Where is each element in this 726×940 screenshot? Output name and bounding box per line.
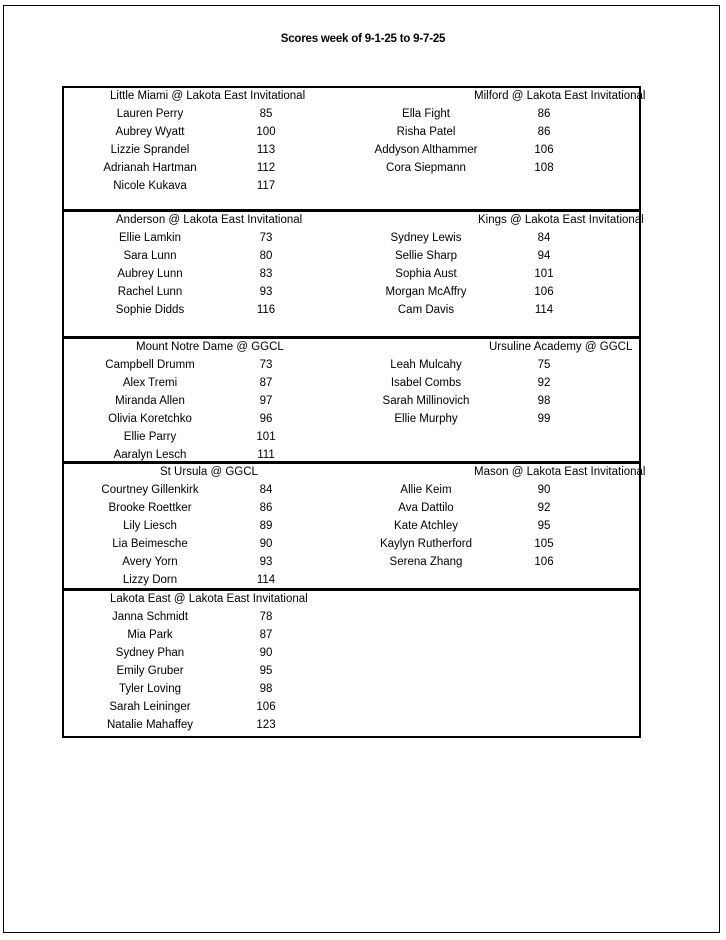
player-row: [354, 359, 641, 377]
player-score: 78: [259, 611, 273, 623]
team-block: [354, 464, 646, 591]
team-heading: Lakota East @ Lakota East Invitational: [110, 593, 308, 605]
player-score: 114: [534, 304, 554, 316]
player-name: Ellie Lamkin: [119, 232, 181, 244]
player-row: [64, 502, 354, 520]
player-name: Sydney Phan: [115, 647, 185, 659]
team-block: [354, 212, 644, 339]
team-block: [354, 88, 646, 212]
player-row: [64, 431, 354, 449]
player-name: Allie Keim: [400, 484, 452, 496]
player-row: [354, 538, 641, 556]
player-score: 106: [256, 701, 276, 713]
player-score: 113: [256, 144, 276, 156]
player-score: 90: [537, 484, 551, 496]
player-name: Cora Siepmann: [386, 162, 466, 174]
player-name: Sarah Leininger: [109, 701, 191, 713]
team-heading: Mount Notre Dame @ GGCL: [136, 341, 284, 353]
player-name: Avery Yorn: [122, 556, 178, 568]
player-row: [64, 611, 354, 629]
player-name: Mia Park: [127, 629, 173, 641]
player-score: 98: [259, 683, 273, 695]
player-row: [354, 286, 641, 304]
player-name: Janna Schmidt: [111, 611, 189, 623]
player-row: [354, 520, 641, 538]
player-score: 101: [534, 268, 554, 280]
player-name: Ellie Parry: [123, 431, 177, 443]
player-score: 83: [259, 268, 273, 280]
player-score: 94: [537, 250, 551, 262]
player-row: [354, 126, 641, 144]
player-score: 99: [537, 413, 551, 425]
player-score: 112: [256, 162, 276, 174]
team-block: [64, 88, 354, 212]
player-row: [354, 108, 641, 126]
player-score: 90: [259, 647, 273, 659]
player-score: 92: [537, 377, 551, 389]
player-row: [64, 647, 354, 665]
player-row: [354, 304, 641, 322]
player-row: [354, 144, 641, 162]
player-row: [64, 180, 354, 198]
player-name: Sophia Aust: [395, 268, 457, 280]
player-score: 86: [537, 126, 551, 138]
player-name: Sydney Lewis: [390, 232, 462, 244]
team-block: [354, 339, 641, 464]
player-row: [64, 126, 354, 144]
team-heading: Kings @ Lakota East Invitational: [478, 214, 644, 226]
player-row: [64, 232, 354, 250]
player-name: Lauren Perry: [116, 108, 184, 120]
player-score: 92: [537, 502, 551, 514]
player-row: [64, 144, 354, 162]
player-score: 75: [537, 359, 551, 371]
player-score: 106: [534, 144, 554, 156]
player-score: 96: [259, 413, 273, 425]
player-name: Tyler Loving: [118, 683, 181, 695]
match-band: [64, 209, 644, 339]
player-row: [64, 286, 354, 304]
player-row: [354, 232, 641, 250]
match-band: [64, 461, 646, 591]
player-name: Nicole Kukava: [113, 180, 187, 192]
player-score: 98: [537, 395, 551, 407]
player-score: 106: [534, 286, 554, 298]
player-score: 86: [259, 502, 273, 514]
player-score: 101: [256, 431, 276, 443]
player-row: [64, 701, 354, 719]
player-row: [64, 108, 354, 126]
player-name: Sellie Sharp: [394, 250, 457, 262]
team-heading: Mason @ Lakota East Invitational: [474, 466, 646, 478]
scores-table: [62, 86, 646, 738]
player-score: 117: [256, 180, 276, 192]
player-name: Sara Lunn: [123, 250, 177, 262]
player-row: [64, 162, 354, 180]
player-name: Cam Davis: [397, 304, 455, 316]
player-row: [64, 556, 354, 574]
player-row: [354, 502, 641, 520]
player-score: 100: [256, 126, 276, 138]
player-row: [354, 162, 641, 180]
document-title: Scores week of 9-1-25 to 9-7-25: [280, 33, 446, 45]
player-score: 114: [256, 574, 276, 586]
player-score: 84: [259, 484, 273, 496]
player-name: Lizzie Sprandel: [110, 144, 190, 156]
player-row: [64, 268, 354, 286]
player-name: Emily Gruber: [116, 665, 184, 677]
team-block: [64, 591, 354, 736]
player-name: Addyson Althammer: [374, 144, 478, 156]
player-name: Ava Dattilo: [398, 502, 454, 514]
player-row: [354, 556, 641, 574]
player-score: 97: [259, 395, 273, 407]
player-row: [64, 665, 354, 683]
player-name: Serena Zhang: [389, 556, 463, 568]
player-row: [64, 683, 354, 701]
player-name: Rachel Lunn: [117, 286, 183, 298]
player-name: Aubrey Lunn: [117, 268, 183, 280]
match-band: [64, 336, 639, 464]
player-name: Lia Beimesche: [112, 538, 188, 550]
player-name: Kate Atchley: [394, 520, 458, 532]
player-score: 108: [534, 162, 554, 174]
player-row: [64, 413, 354, 431]
player-name: Alex Tremi: [122, 377, 178, 389]
player-row: [354, 413, 641, 431]
player-score: 95: [537, 520, 551, 532]
player-score: 84: [537, 232, 551, 244]
match-band: [64, 588, 639, 736]
player-name: Ellie Murphy: [394, 413, 458, 425]
player-name: Adrianah Hartman: [103, 162, 197, 174]
player-row: [354, 268, 641, 286]
player-row: [64, 538, 354, 556]
player-score: 106: [534, 556, 554, 568]
player-name: Aaralyn Lesch: [113, 449, 187, 461]
player-score: 93: [259, 286, 273, 298]
player-score: 87: [259, 377, 273, 389]
player-score: 89: [259, 520, 273, 532]
player-score: 116: [256, 304, 276, 316]
player-row: [64, 304, 354, 322]
player-name: Sophie Didds: [115, 304, 185, 316]
team-heading: Anderson @ Lakota East Invitational: [116, 214, 303, 226]
player-score: 123: [256, 719, 276, 731]
player-row: [64, 395, 354, 413]
player-name: Leah Mulcahy: [390, 359, 462, 371]
player-row: [64, 719, 354, 737]
team-heading: Ursuline Academy @ GGCL: [489, 341, 633, 353]
player-row: [64, 250, 354, 268]
player-name: Lily Liesch: [123, 520, 177, 532]
player-row: [64, 629, 354, 647]
player-score: 73: [259, 232, 273, 244]
player-name: Olivia Koretchko: [108, 413, 192, 425]
player-score: 90: [259, 538, 273, 550]
player-score: 73: [259, 359, 273, 371]
player-row: [64, 377, 354, 395]
team-block: [64, 339, 354, 464]
player-name: Courtney Gillenkirk: [101, 484, 199, 496]
player-row: [354, 484, 641, 502]
match-band: [64, 88, 646, 212]
player-row: [64, 484, 354, 502]
player-name: Kaylyn Rutherford: [379, 538, 473, 550]
player-score: 80: [259, 250, 273, 262]
player-name: Risha Patel: [396, 126, 456, 138]
player-row: [64, 359, 354, 377]
player-name: Ella Fight: [402, 108, 450, 120]
player-score: 85: [259, 108, 273, 120]
player-score: 111: [257, 449, 275, 461]
player-score: 87: [259, 629, 273, 641]
player-score: 93: [259, 556, 273, 568]
player-row: [354, 395, 641, 413]
player-name: Sarah Millinovich: [382, 395, 470, 407]
player-name: Isabel Combs: [390, 377, 462, 389]
player-name: Morgan McAffry: [385, 286, 467, 298]
player-score: 86: [537, 108, 551, 120]
team-heading: Milford @ Lakota East Invitational: [474, 90, 646, 102]
player-name: Lizzy Dorn: [122, 574, 178, 586]
player-row: [354, 250, 641, 268]
player-row: [354, 377, 641, 395]
player-score: 105: [534, 538, 554, 550]
player-score: 95: [259, 665, 273, 677]
team-block: [64, 212, 354, 339]
team-heading: Little Miami @ Lakota East Invitational: [110, 90, 306, 102]
team-heading: St Ursula @ GGCL: [160, 466, 258, 478]
team-block: [64, 464, 354, 591]
player-name: Natalie Mahaffey: [106, 719, 194, 731]
player-name: Brooke Roettker: [108, 502, 192, 514]
player-name: Campbell Drumm: [105, 359, 195, 371]
player-name: Miranda Allen: [115, 395, 185, 407]
player-name: Aubrey Wyatt: [115, 126, 185, 138]
player-row: [64, 520, 354, 538]
